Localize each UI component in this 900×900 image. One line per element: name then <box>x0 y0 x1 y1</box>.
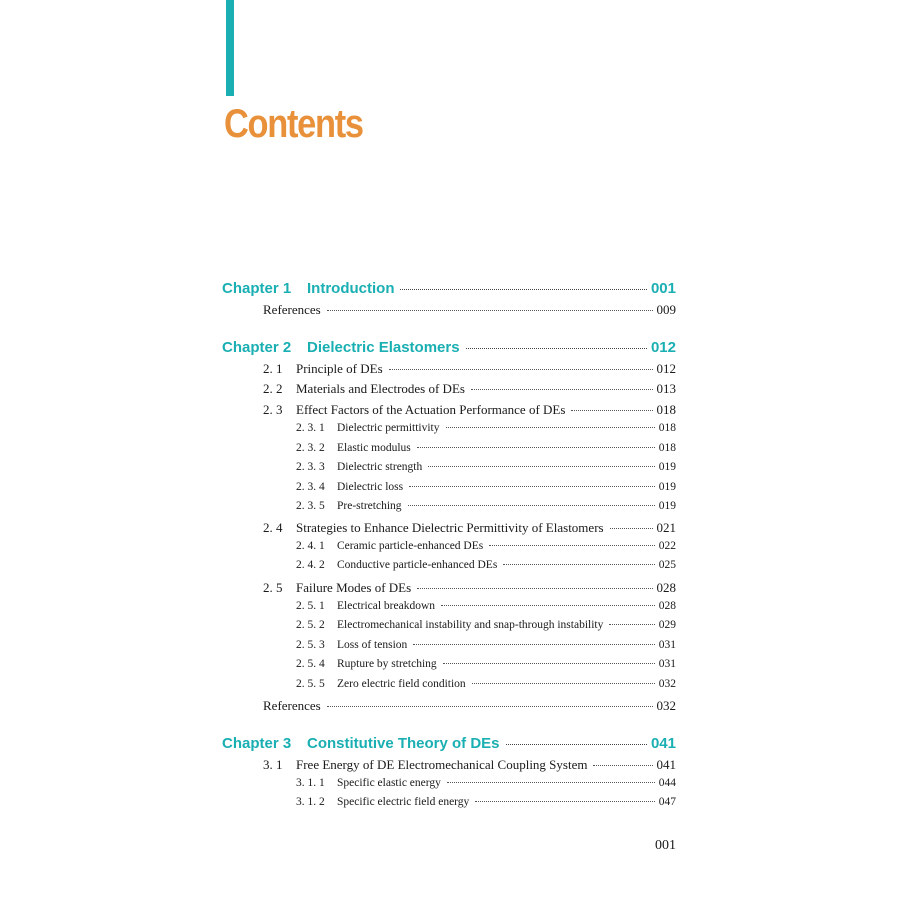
toc-entry-page: 032 <box>656 698 676 713</box>
toc-entry-number: 2. 5. 3 <box>296 639 325 651</box>
toc-entry-sub[interactable] <box>296 639 676 651</box>
dot-leader <box>489 545 655 546</box>
toc-entry-sub[interactable] <box>296 600 676 612</box>
toc-entry-title: Zero electric field condition <box>337 678 466 690</box>
toc-entry-title: Conductive particle-enhanced DEs <box>337 559 498 571</box>
toc-entry-number: 2. 3. 5 <box>296 500 325 512</box>
toc-entry-page: 041 <box>650 735 676 752</box>
toc-entry-number: 2. 4. 2 <box>296 559 325 571</box>
toc-entry-title: Specific electric field energy <box>337 796 470 808</box>
toc-entry-page: 018 <box>658 422 676 434</box>
toc-entry-title: References <box>263 698 321 713</box>
toc-entry-title: Loss of tension <box>337 639 408 651</box>
toc-entry-title: Free Energy of DE Electromechanical Coupling System <box>296 757 588 772</box>
dot-leader <box>389 369 653 370</box>
toc-entry-number: 2. 4 <box>263 520 283 535</box>
dot-leader <box>327 706 653 707</box>
toc-entry-number: 3. 1. 1 <box>296 777 325 789</box>
toc-entry-title: Principle of DEs <box>296 361 383 376</box>
toc-entry-title: Dielectric permittivity <box>337 422 440 434</box>
toc-entry-number: 2. 5. 4 <box>296 658 325 670</box>
dot-leader <box>506 744 647 745</box>
toc-entry-title: Electromechanical instability and snap-through instability <box>337 619 604 631</box>
toc-entry-page: 028 <box>656 580 676 595</box>
toc-entry-number: Chapter 1 <box>222 280 292 297</box>
toc-entry-page: 021 <box>656 520 676 535</box>
toc-entry-title: Specific elastic energy <box>337 777 441 789</box>
toc-entry-title: Rupture by stretching <box>337 658 437 670</box>
toc-entry-title: Failure Modes of DEs <box>296 580 412 595</box>
toc-entry-page: 019 <box>658 461 676 473</box>
toc-entry-number: 2. 5. 5 <box>296 678 325 690</box>
toc-entry-sub[interactable] <box>296 658 676 670</box>
toc-entry-page: 012 <box>656 361 676 376</box>
toc-entry-page: 041 <box>656 757 676 772</box>
dot-leader <box>443 663 655 664</box>
toc-entry-title: Materials and Electrodes of DEs <box>296 381 465 396</box>
toc-entry-title: References <box>263 302 321 317</box>
toc-entry-sub[interactable] <box>296 422 676 434</box>
toc-entry-title: Pre-stretching <box>337 500 402 512</box>
toc-entry-page: 029 <box>658 619 676 631</box>
dot-leader <box>446 427 655 428</box>
toc-entry-number: 2. 5 <box>263 580 283 595</box>
toc-entry-number: 2. 5. 2 <box>296 619 325 631</box>
toc-entry-number: 2. 3. 3 <box>296 461 325 473</box>
dot-leader <box>471 389 653 390</box>
toc-entry-sub[interactable] <box>296 619 676 631</box>
toc-entry-number: 3. 1. 2 <box>296 796 325 808</box>
dot-leader <box>408 505 655 506</box>
dot-leader <box>428 466 654 467</box>
toc-entry-number: 2. 5. 1 <box>296 600 325 612</box>
dot-leader <box>472 683 655 684</box>
toc-entry-number: 2. 1 <box>263 361 283 376</box>
toc-entry-section[interactable] <box>263 580 676 596</box>
toc-entry-sub[interactable] <box>296 678 676 690</box>
dot-leader <box>503 564 654 565</box>
toc-entry-chapter[interactable] <box>222 735 676 752</box>
toc-entry-section[interactable] <box>263 381 676 397</box>
toc-entry-title: Constitutive Theory of DEs <box>307 735 500 752</box>
toc-entry-sub[interactable] <box>296 461 676 473</box>
toc-entry-sub[interactable] <box>296 796 676 808</box>
dot-leader <box>409 486 655 487</box>
toc-entry-number: Chapter 3 <box>222 735 292 752</box>
dot-leader <box>327 310 653 311</box>
dot-leader <box>610 528 653 529</box>
toc-entry-refs[interactable] <box>263 698 676 714</box>
toc-entry-refs[interactable] <box>263 302 676 318</box>
toc-entry-section[interactable] <box>263 520 676 536</box>
toc-entry-title: Dielectric Elastomers <box>307 339 460 356</box>
toc-entry-sub[interactable] <box>296 540 676 552</box>
toc-entry-section[interactable] <box>263 361 676 377</box>
dot-leader <box>413 644 654 645</box>
toc-entry-page: 001 <box>650 280 676 297</box>
dot-leader <box>609 624 654 625</box>
page-title: Contents <box>224 102 363 146</box>
toc-entry-sub[interactable] <box>296 481 676 493</box>
dot-leader <box>475 801 654 802</box>
toc-entry-page: 032 <box>658 678 676 690</box>
dot-leader <box>417 588 652 589</box>
toc-entry-title: Strategies to Enhance Dielectric Permittivity of Elastomers <box>296 520 604 535</box>
dot-leader <box>593 765 652 766</box>
dot-leader <box>571 410 652 411</box>
toc-entry-number: 2. 3. 2 <box>296 442 325 454</box>
toc-entry-page: 022 <box>658 540 676 552</box>
toc-entry-number: 2. 3. 4 <box>296 481 325 493</box>
toc-entry-number: 2. 4. 1 <box>296 540 325 552</box>
toc-entry-chapter[interactable] <box>222 339 676 356</box>
toc-entry-page: 031 <box>658 639 676 651</box>
toc-entry-page: 018 <box>658 442 676 454</box>
toc-entry-section[interactable] <box>263 402 676 418</box>
toc-entry-title: Electrical breakdown <box>337 600 436 612</box>
toc-entry-number: 3. 1 <box>263 757 283 772</box>
dot-leader <box>417 447 655 448</box>
toc-entry-page: 025 <box>658 559 676 571</box>
toc-entry-page: 028 <box>658 600 676 612</box>
dot-leader <box>441 605 655 606</box>
toc-entry-title: Dielectric loss <box>337 481 404 493</box>
toc-entry-section[interactable] <box>263 757 676 773</box>
dot-leader <box>447 782 655 783</box>
toc-entry-sub[interactable] <box>296 500 676 512</box>
toc-entry-title: Ceramic particle-enhanced DEs <box>337 540 484 552</box>
toc-entry-number: Chapter 2 <box>222 339 292 356</box>
toc-entry-number: 2. 2 <box>263 381 283 396</box>
toc-entry-page: 044 <box>658 777 676 789</box>
toc-entry-title: Introduction <box>307 280 395 297</box>
toc-entry-chapter[interactable] <box>222 280 676 297</box>
toc-entry-page: 047 <box>658 796 676 808</box>
toc-entry-sub[interactable] <box>296 442 676 454</box>
dot-leader <box>466 348 647 349</box>
toc-entry-page: 019 <box>658 481 676 493</box>
toc-entry-sub[interactable] <box>296 559 676 571</box>
toc-entry-page: 019 <box>658 500 676 512</box>
toc-entry-title: Dielectric strength <box>337 461 423 473</box>
toc-entry-title: Elastic modulus <box>337 442 411 454</box>
toc-entry-page: 013 <box>656 381 676 396</box>
toc-entry-sub[interactable] <box>296 777 676 789</box>
dot-leader <box>400 289 646 290</box>
toc-entry-page: 018 <box>656 402 676 417</box>
toc-entry-number: 2. 3. 1 <box>296 422 325 434</box>
toc-entry-page: 009 <box>656 302 676 317</box>
toc-entry-title: Effect Factors of the Actuation Performance of DEs <box>296 402 566 417</box>
page-number: 001 <box>655 838 676 853</box>
toc-entry-number: 2. 3 <box>263 402 283 417</box>
toc-entry-page: 031 <box>658 658 676 670</box>
toc-entry-page: 012 <box>650 339 676 356</box>
